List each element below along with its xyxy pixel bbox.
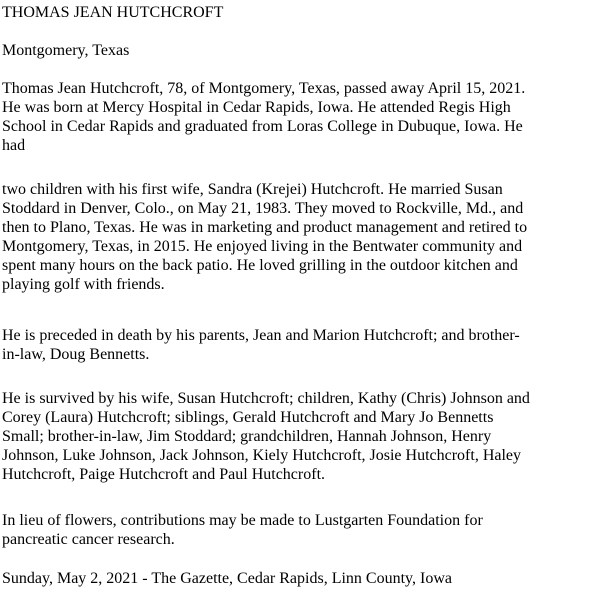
text-line: Stoddard in Denver, Colo., on May 21, 1983. They moved to Rockville, Md., and <box>2 200 524 217</box>
text-line: Johnson, Luke Johnson, Jack Johnson, Kiely Hutchcroft, Josie Hutchcroft, Haley <box>2 447 522 464</box>
text-line: had <box>2 137 26 154</box>
text-line: Hutchcroft, Paige Hutchcroft and Paul Hutchcroft. <box>2 466 326 483</box>
text-line: two children with his first wife, Sandra (Krejei) Hutchcroft. He married Susan <box>2 181 503 198</box>
paragraph-preceded <box>2 326 606 364</box>
text-line: in-law, Doug Bennetts. <box>2 346 150 363</box>
text-line: He was born at Mercy Hospital in Cedar Rapids, Iowa. He attended Regis High <box>2 99 511 116</box>
text-line: Small; brother-in-law, Jim Stoddard; grandchildren, Hannah Johnson, Henry <box>2 428 492 445</box>
text-line: playing golf with friends. <box>2 276 165 293</box>
publication-source: Sunday, May 2, 2021 - The Gazette, Cedar Rapids, Linn County, Iowa <box>2 570 452 587</box>
text-line: then to Plano, Texas. He was in marketing and product management and retired to <box>2 219 528 236</box>
text-line: In lieu of flowers, contributions may be made to Lustgarten Foundation for <box>2 512 483 529</box>
text-line: Thomas Jean Hutchcroft, 78, of Montgomery, Texas, passed away April 15, 2021. <box>2 80 526 97</box>
paragraph-donations <box>2 511 606 549</box>
text-line: spent many hours on the back patio. He loved grilling in the outdoor kitchen and <box>2 257 518 274</box>
paragraph-life <box>2 180 606 294</box>
obituary-title: THOMAS JEAN HUTCHCROFT <box>2 4 224 21</box>
paragraph-survived <box>2 389 606 484</box>
obituary-location: Montgomery, Texas <box>2 42 130 59</box>
text-line: School in Cedar Rapids and graduated from Loras College in Dubuque, Iowa. He <box>2 118 523 135</box>
text-line: Corey (Laura) Hutchcroft; siblings, Gerald Hutchcroft and Mary Jo Bennetts <box>2 409 494 426</box>
text-line: pancreatic cancer research. <box>2 531 175 548</box>
paragraph-biography <box>2 79 606 155</box>
text-line: He is preceded in death by his parents, Jean and Marion Hutchcroft; and brother- <box>2 327 520 344</box>
text-line: He is survived by his wife, Susan Hutchcroft; children, Kathy (Chris) Johnson and <box>2 390 530 407</box>
text-line: Montgomery, Texas, in 2015. He enjoyed living in the Bentwater community and <box>2 238 523 255</box>
